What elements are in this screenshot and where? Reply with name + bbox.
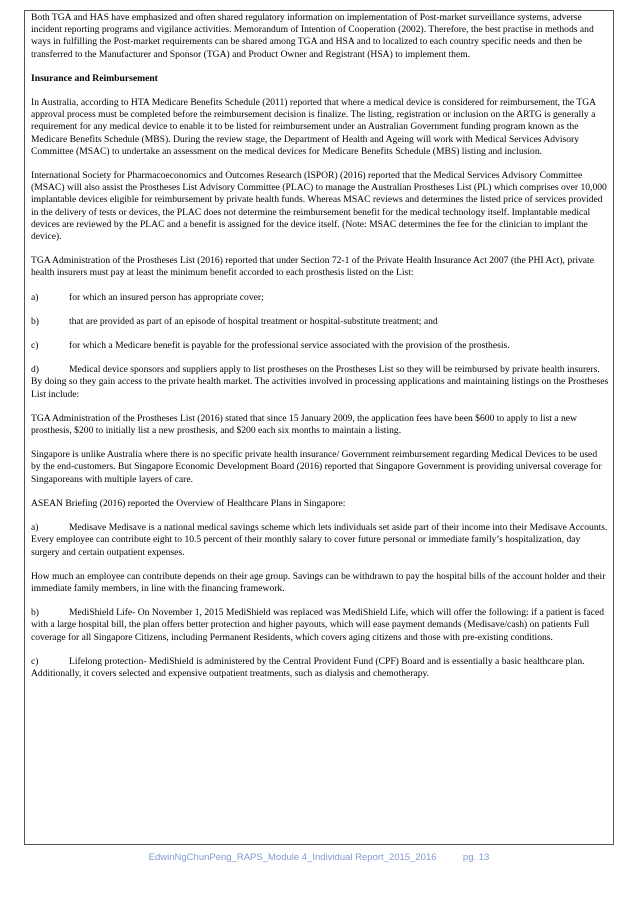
paragraph-contribution: How much an employee can contribute depends on their age group. Savings can be withdrawn to pay the hospital bills of the account holder and their immediate family members, in line with the financing framework. [31, 570, 606, 594]
singapore-item-a [31, 522, 609, 559]
singapore-item-c [31, 656, 609, 680]
paragraph-medicare-benefits: In Australia, according to HTA Medicare Benefits Schedule (2011) reported that where a medical device is considered for reimbursement, the TGA approval process must be completed before the reimbursement decision is finalize. The listing, registration or inclusion on the ARTG is generally a requirement for any medical device to enable it to be listed for reimbursement under an Australian Government funding program known as the Medicare Benefits Schedule (MBS). During the review stage, the Department of Health and Ageing will work with Medical Services Advisory Committee (MSAC) to undertake an assessment on the medical devices for Medicare Benefits Schedule (MBS) listing and inclusion. [31, 97, 596, 157]
list-item-text: for which an insured person has appropriate cover; [69, 291, 264, 303]
paragraph-singapore: Singapore is unlike Australia where there is no specific private health insurance/ Government reimbursement regarding Medical Devices to be used by the end-customers. But Singapore Economic Development Board (2016) reported that Singapore Government is providing universal coverage for Singaporeans with multiple layers of care. [31, 449, 602, 485]
paragraph-asean-briefing: ASEAN Briefing (2016) reported the Overview of Healthcare Plans in Singapore: [31, 497, 346, 509]
paragraph-prostheses-list: TGA Administration of the Prostheses List (2016) reported that under Section 72-1 of the Private Health Insurance Act 2007 (the PHI Act), private health insurers must pay at least the minimum benefit accorded to each prosthesis listed on the List: [31, 255, 594, 279]
list-item-d [31, 364, 609, 401]
list-item-label: d) [31, 364, 39, 376]
singapore-item-b [31, 607, 609, 644]
list-item-text: Medisave Medisave is a national medical savings scheme which lets individuals set aside part of their income into their Medisave Accounts. Every employee can contribute eight to 10.5 percent of their monthly salary to cover future personal or immediate family’s hospitalization, day surgery and certain outpatient expenses. [31, 522, 608, 558]
list-item-b [31, 316, 609, 328]
list-item-text: for which a Medicare benefit is payable for the professional service associated with the provision of the prosthesis. [69, 340, 510, 352]
list-item-text: MediShield Life- On November 1, 2015 MediShield was replaced was MediShield Life, which will offer the following: if a patient is faced with a large hospital bill, the plan offers better protection and higher payouts, which will ease payment demands (Medisave/cash) on patients Full coverage for all Singapore Citizens, including Permanent Residents, which covers aging citizens and those with pre-existing conditions. [31, 607, 605, 643]
list-item-label: b) [31, 607, 39, 619]
list-item-text: Lifelong protection- MediShield is administered by the Central Provident Fund (CPF) Board and is essentially a basic healthcare plan. Additionally, it covers selected and expensive outpatient treatments, such as dialysis and chemotherapy. [31, 655, 585, 679]
list-item-label: c) [31, 655, 39, 667]
list-item-label: c) [31, 340, 39, 352]
list-item-text: Medical device sponsors and suppliers apply to list prostheses on the Prostheses List so they will be reimbursed by private health insurers. By doing so they gain access to the private health market. The activities involved in processing applications and maintaining listings on the Prostheses List include: [31, 364, 609, 400]
footer-document-name: EdwinNgChunPeng_RAPS_Module 4_Individual Report_2015_2016 [148, 852, 437, 863]
page-footer [0, 852, 638, 863]
list-item-label: b) [31, 315, 39, 327]
list-item-text: that are provided as part of an episode of hospital treatment or hospital-substitute treatment; and [69, 315, 438, 327]
heading-insurance-reimbursement: Insurance and Reimbursement [31, 72, 158, 84]
paragraph-post-market: Both TGA and HAS have emphasized and often shared regulatory information on implementation of Post-market surveillance systems, adverse incident reporting programs and vigilance activities. Memorandum of Intention of Cooperation (2002). Therefore, the best practise in methods and ways in fulfilling the Post-market requirements can be shared among TGA and HSA and to localized to each country specific needs and then be transferred to the Manufacturer and Sponsor (TGA) and Product Owner and Registrant (HSA) to implement them. [31, 12, 594, 60]
list-item-c [31, 340, 609, 352]
paragraph-application-fees: TGA Administration of the Prostheses List (2016) stated that since 15 January 2009, the application fees have been $600 to apply to list a new prosthesis, $200 to initially list a new prosthesis, and $200 each six months to maintain a listing. [31, 412, 577, 437]
list-item-label: a) [31, 522, 39, 534]
page-content [31, 12, 609, 692]
list-item-a [31, 292, 609, 304]
paragraph-ispor: International Society for Pharmacoeconomics and Outcomes Research (ISPOR) (2016) reported that the Medical Services Advisory Committee (MSAC) will also assist the Prostheses List Advisory Committee (PLAC) to manage the Australian Prostheses List (PL) which comprises over 10,000 implantable devices eligible for reimbursement by private health funds. Whereas MSAC reviews and determines the listed price of services provided in the delivery of tests or devices, the PLAC does not determine the reimbursement benefit for the medical technology itself. Implantable medical devices are reviewed by the PLAC and a benefit is assigned for the device itself. (Note: MSAC determines the fee for the clinician to implant the device). [31, 170, 607, 243]
list-item-label: a) [31, 291, 39, 303]
footer-page-number: pg. 13 [462, 852, 490, 863]
